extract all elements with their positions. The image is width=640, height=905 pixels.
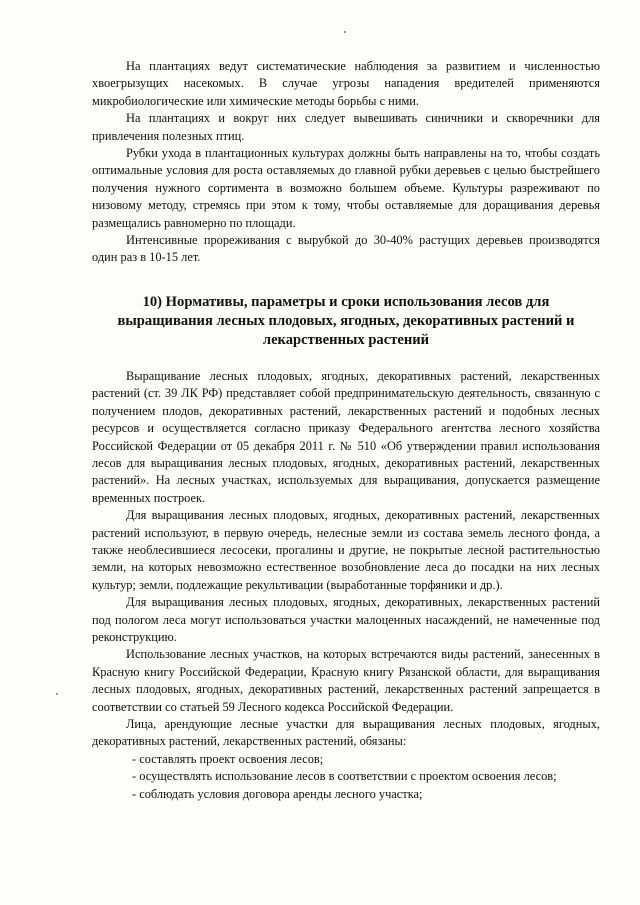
scan-speck [344, 31, 346, 33]
section-heading [92, 293, 600, 350]
scan-speck [56, 693, 58, 695]
list-item: - осуществлять использование лесов в соответствии с проектом освоения лесов; [132, 769, 557, 784]
intro-paragraph: Рубки ухода в плантационных культурах должны быть направлены на то, чтобы создать оптимальные условия для роста оставляемых до главной рубки деревьев с целью быстрейшего получения нужного сортимента в возможно большем объеме. Культуры разреживают по низовому методу, стремясь при этом к тому, чтобы оставляемые для доращивания деревья размещались равномерно по площади. [92, 146, 600, 230]
section-paragraph: Лица, арендующие лесные участки для выращивания лесных плодовых, ягодных, декоративных растений, лекарственных растений, обязаны: [92, 717, 600, 749]
section-paragraph: Для выращивания лесных плодовых, ягодных, декоративных растений, лекарственных растений используют, в первую очередь, нелесные земли из состава земель лесного фонда, а также необлесившиеся лесосеки, прогалины и другие, не покрытые лесной растительностью земли, на которых невозможно естественное возобновление леса до посадки на них лесных культур; земли, подлежащие рекультивации (выработанные торфяники и др.). [92, 508, 600, 592]
document-body [92, 58, 600, 803]
list-item: - соблюдать условия договора аренды лесного участка; [132, 786, 423, 801]
intro-paragraph: На плантациях ведут систематические наблюдения за развитием и численностью хвоегрызущих насекомых. В случае угрозы нападения вредителей применяются микробиологические или химические методы борьбы с ними. [92, 59, 600, 108]
section-paragraph: Выращивание лесных плодовых, ягодных, декоративных растений, лекарственных растений (ст. 39 ЛК РФ) представляет собой предпринимательскую деятельность, связанную с получением плодов, декоративных растений, лекарственных растений и подобных лесных ресурсов и осуществляется согласно приказу Федерального агентства лесного хозяйства Российской Федерации от 05 декабря 2011 г. № 510 «Об утверждении правил использования лесов для выращивания лесных плодовых, ягодных, декоративных растений, лекарственных растений». На лесных участках, используемых для выращивания, допускается размещение временных построек. [92, 368, 600, 505]
duties-list [92, 751, 600, 803]
intro-paragraph: На плантациях и вокруг них следует вывешивать синичники и скворечники для привлечения полезных птиц. [92, 111, 600, 143]
list-item: - составлять проект освоения лесов; [132, 751, 324, 766]
intro-paragraph: Интенсивные прореживания с вырубкой до 30-40% растущих деревьев производятся один раз в 10-15 лет. [92, 233, 600, 265]
section-heading-line: 10) Нормативы, параметры и сроки использования лесов для [142, 293, 550, 310]
section-heading-line: выращивания лесных плодовых, ягодных, декоративных растений и [117, 312, 575, 329]
section-paragraph: Использование лесных участков, на которых встречаются виды растений, занесенных в Красную книгу Российской Федерации, Красную книгу Рязанской области, для выращивания лесных плодовых, ягодных, декоративных растений, лекарственных растений запрещается в соответствии со статьей 59 Лесного кодекса Российской Федерации. [92, 647, 600, 714]
section-paragraph: Для выращивания лесных плодовых, ягодных, декоративных, лекарственных растений под пологом леса могут использоваться участки малоценных насаждений, не намеченные под реконструкцию. [92, 595, 600, 644]
section-heading-line: лекарственных растений [262, 331, 430, 348]
